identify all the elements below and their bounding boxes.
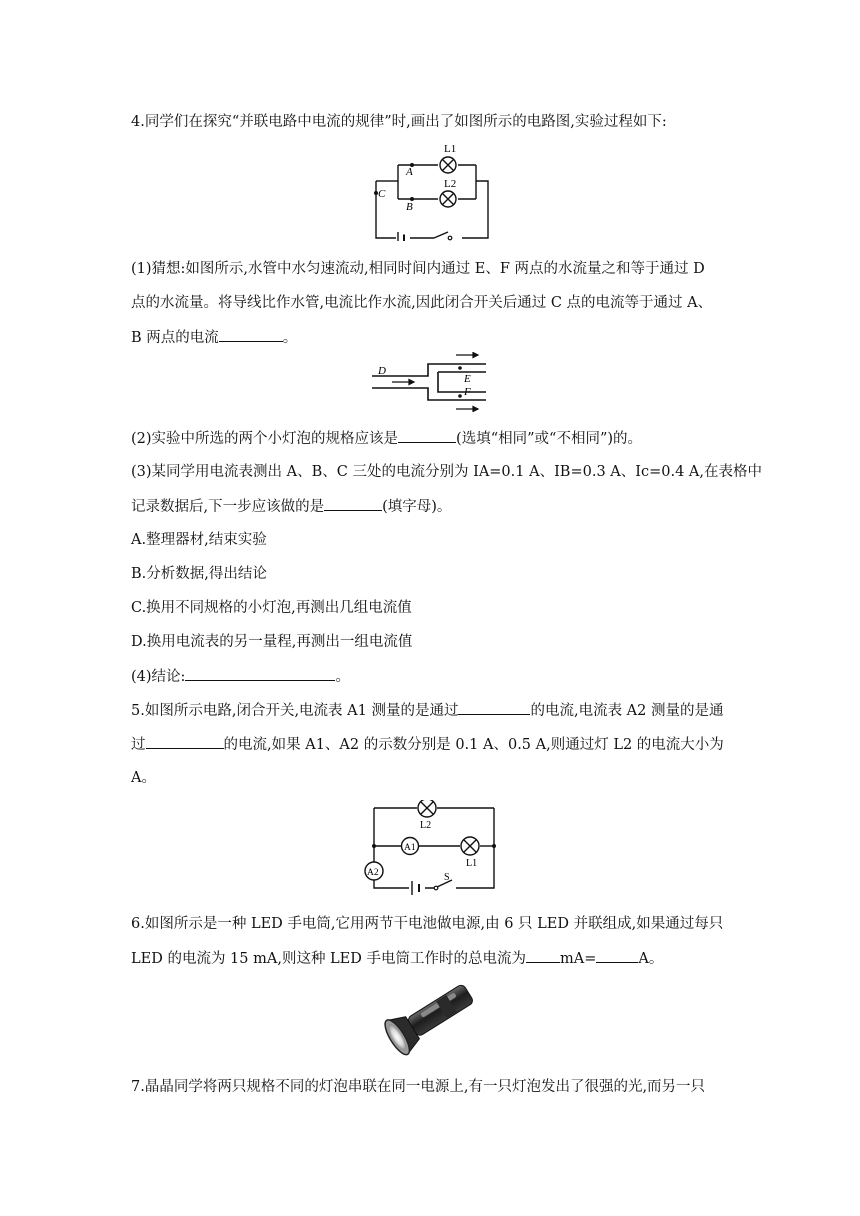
q4-option-b: B.分析数据,得出结论 [131,566,267,582]
label-b: B [406,201,413,213]
label-l2: L2 [420,820,432,831]
q4-option-d: D.换用电流表的另一量程,再测出一组电流值 [131,634,413,650]
q4-option-a: A.整理器材,结束实验 [131,532,267,548]
answer-blank[interactable] [458,700,530,715]
answer-blank[interactable] [596,948,638,963]
answer-blank[interactable] [526,948,560,963]
label-l1: L1 [466,858,478,869]
flashlight-image [380,978,480,1058]
q4-p3-line1: (3)某同学用电流表测出 A、B、C 三处的电流分别为 IA=0.1 A、IB=0.3 A、Ic=0.4 A,在表格中 [131,464,762,480]
label-a1: A1 [404,843,416,853]
label-l1: L1 [444,143,457,155]
q4-p1-line1: (1)猜想:如图所示,水管中水匀速流动,相同时间内通过 E、F 两点的水流量之和等于通过 D [131,261,705,277]
answer-blank[interactable] [219,327,283,342]
q4-option-c: C.换用不同规格的小灯泡,再测出几组电流值 [131,600,412,616]
label-d: D [378,365,386,377]
q4-p1-line3: B 两点的电流 。 [131,327,297,348]
answer-blank[interactable] [185,666,335,681]
q4-parallel-circuit-diagram [364,141,504,241]
answer-blank[interactable] [146,734,224,749]
q5-line3: A。 [131,770,156,786]
label-a: A [406,166,413,178]
q4-p3-line2: 记录数据后,下一步应该做的是 (填字母)。 [131,496,451,517]
q5-line1: 5.如图所示电路,闭合开关,电流表 A1 测量的是通过 的电流,电流表 A2 测量的是通 [131,700,724,721]
q4-stem: 4.同学们在探究“并联电路中电流的规律”时,画出了如图所示的电路图,实验过程如下: [131,114,667,130]
q5-line2: 过 的电流,如果 A1、A2 的示数分别是 0.1 A、0.5 A,则通过灯 L2 的电流大小为 [131,734,724,755]
q4-p2: (2)实验中所选的两个小灯泡的规格应该是 (选填“相同”或“不相同”)的。 [131,428,642,449]
q5-circuit-diagram [362,800,502,900]
q4-water-pipe-diagram [370,352,490,412]
label-s: S [444,872,450,883]
answer-blank[interactable] [324,496,382,511]
q6-line2: LED 的电流为 15 mA,则这种 LED 手电筒工作时的总电流为 mA= A。 [131,948,663,969]
q4-p4: (4)结论: 。 [131,666,350,687]
answer-blank[interactable] [398,428,456,443]
q4-p1-line2: 点的水流量。将导线比作水管,电流比作水流,因此闭合开关后通过 C 点的电流等于通过 A、 [131,295,713,311]
label-f: F [464,386,471,398]
label-e: E [464,373,471,385]
label-a2: A2 [367,868,379,878]
q7-line1: 7.晶晶同学将两只规格不同的灯泡串联在同一电源上,有一只灯泡发出了很强的光,而另一只 [131,1079,706,1095]
label-l2: L2 [444,178,457,190]
label-c: C [378,188,386,200]
q6-line1: 6.如图所示是一种 LED 手电筒,它用两节干电池做电源,由 6 只 LED 并联组成,如果通过每只 [131,916,724,932]
